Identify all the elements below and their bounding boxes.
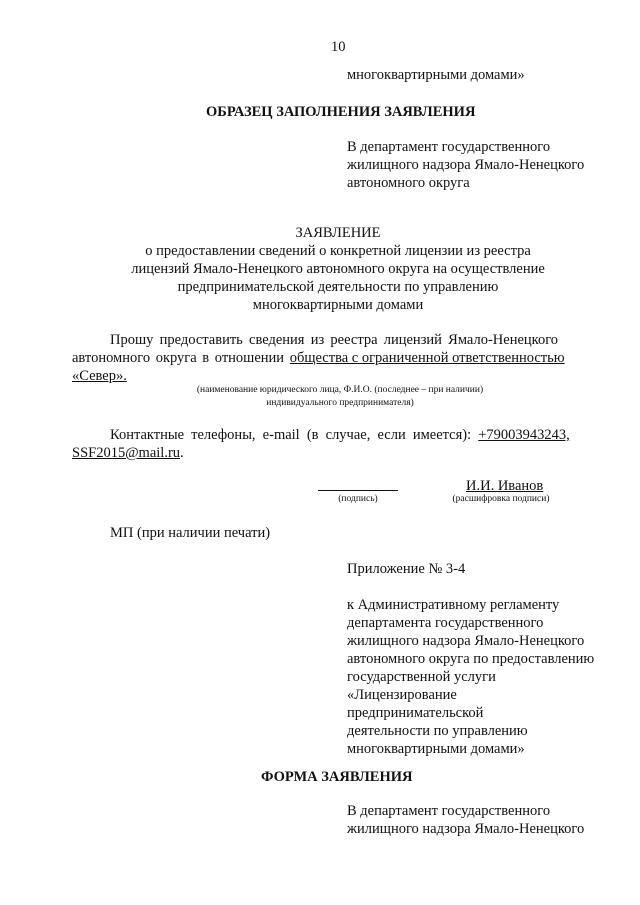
appendix-header-tail: многоквартирными домами»	[347, 67, 525, 83]
statement-heading: ЗАЯВЛЕНИЕ	[295, 225, 381, 241]
appendix-line: жилищного надзора Ямало-Ненецкого	[347, 633, 585, 649]
applicant-name-continued: «Север».	[72, 368, 127, 384]
statement-line: многоквартирными домами	[252, 297, 424, 313]
statement-line: предпринимательской деятельности по управлению	[177, 279, 499, 295]
statement-line: лицензий Ямало-Ненецкого автономного округа на осуществление	[131, 261, 545, 277]
appendix-line: «Лицензирование	[347, 687, 457, 703]
addressee-line: В департамент государственного	[347, 803, 551, 819]
request-line-2	[72, 349, 607, 367]
appendix-title: Приложение № 3-4	[347, 561, 466, 577]
email-suffix: .	[180, 445, 184, 461]
contacts-line-2	[72, 444, 184, 462]
appendix-line: департамента государственного	[347, 615, 544, 631]
appendix-line: предпринимательской	[347, 705, 484, 721]
appendix-line: многоквартирными домами»	[347, 741, 525, 757]
signer-name: И.И. Иванов	[466, 478, 544, 494]
phone-value: +79003943243,	[478, 427, 570, 443]
appendix-line: государственной услуги	[347, 669, 496, 685]
signature-caption: (подпись)	[338, 494, 378, 504]
page-number: 10	[331, 39, 346, 55]
applicant-hint-line-2: индивидуального предпринимателя)	[266, 398, 414, 408]
contacts-line-1	[110, 426, 570, 444]
addressee-line: жилищного надзора Ямало-Ненецкого	[347, 821, 585, 837]
request-line-1: Прошу предоставить сведения из реестра лицензий Ямало-Ненецкого	[110, 332, 559, 348]
signature-line	[318, 490, 398, 491]
contacts-label: Контактные телефоны, e-mail (в случае, если имеется):	[110, 427, 479, 443]
appendix-line: к Административному регламенту	[347, 597, 560, 613]
addressee-line: В департамент государственного	[347, 139, 551, 155]
appendix-line: автономного округа по предоставлению	[347, 651, 595, 667]
request-prefix: автономного округа в отношении	[72, 350, 290, 366]
email-value: SSF2015@mail.ru	[72, 445, 181, 461]
signature-decode-caption: (расшифровка подписи)	[452, 494, 550, 504]
addressee-line: автономного округа	[347, 175, 470, 191]
form-title: ФОРМА ЗАЯВЛЕНИЯ	[261, 769, 413, 785]
applicant-name-field: общества с ограниченной ответственностью	[289, 350, 565, 366]
applicant-hint-line-1: (наименование юридического лица, Ф.И.О. (последнее – при наличии)	[196, 385, 484, 395]
addressee-line: жилищного надзора Ямало-Ненецкого	[347, 157, 585, 173]
sample-title: ОБРАЗЕЦ ЗАПОЛНЕНИЯ ЗАЯВЛЕНИЯ	[206, 104, 476, 120]
appendix-line: деятельности по управлению	[347, 723, 528, 739]
statement-line: о предоставлении сведений о конкретной лицензии из реестра	[145, 243, 531, 259]
stamp-note: МП (при наличии печати)	[110, 525, 271, 541]
